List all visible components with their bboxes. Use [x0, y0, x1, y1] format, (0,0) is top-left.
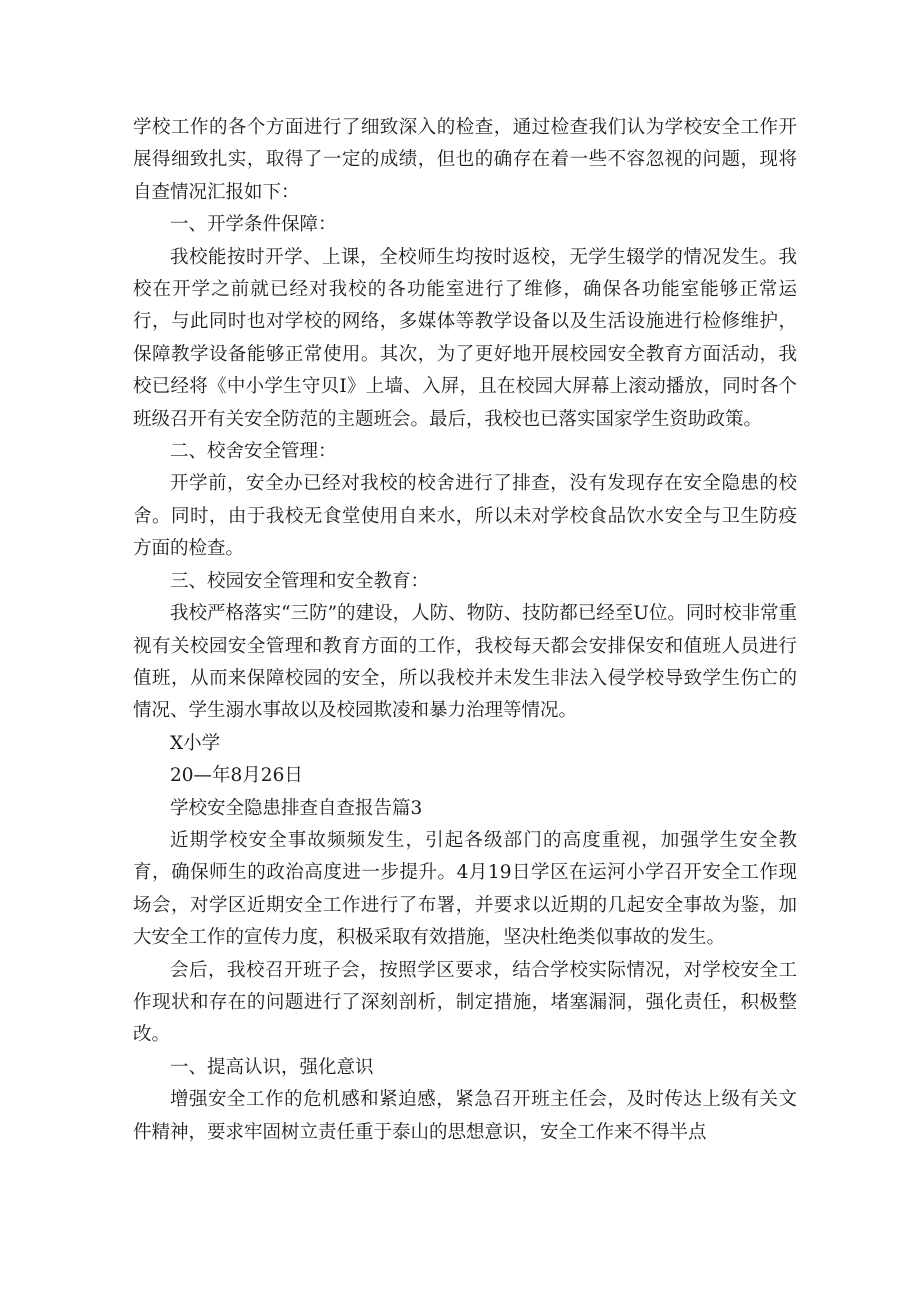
- signature-school: X小学: [170, 732, 221, 754]
- paragraph-meeting: 会后，我校召开班子会，按照学区要求，结合学校实际情况，对学校安全工作现状和存在的问题进行了深刻剖析，制定措施，堵塞漏洞，强化责任，积极整改。: [133, 959, 797, 1046]
- paragraph-continuation: 学校工作的各个方面进行了细致深入的检查，通过检查我们认为学校安全工作开展得细致扎实，取得了一定的成绩，但也的确存在着一些不容忽视的问题，现将自查情况汇报如下：: [133, 117, 797, 203]
- section-heading-awareness: 一、提高认识，强化意识: [170, 1056, 374, 1078]
- paragraph-recent-accidents: 近期学校安全事故频频发生，引起各级部门的高度重视，加强学生安全教育，确保师生的政治高度进一步提升。4月19日学区在运河小学召开安全工作现场会，对学区近期安全工作进行了布署，并要求以近期的几起安全事故为鉴，加大安全工作的宣传力度，积极采取有效措施，坚决杜绝类似事故的发生。: [133, 829, 797, 949]
- section-heading-campus-safety: 三、校园安全管理和安全教育：: [170, 570, 430, 592]
- paragraph-campus-safety: 我校严格落实“三防”的建设，人防、物防、技防都已经至U位。同时校非常重视有关校园安全管理和教育方面的工作，我校每天都会安排保安和值班人员进行值班，从而来保障校园的安全，所以我校并未发生非法入侵学校导致学生伤亡的情况、学生溺水事故以及校园欺凌和暴力治理等情况。: [133, 603, 797, 722]
- report-title: 学校安全隐患排查自查报告篇3: [170, 797, 423, 819]
- signature-date: 20—年8月26日: [170, 765, 303, 787]
- document-body: [133, 112, 797, 1149]
- paragraph-building-safety: 开学前，安全办已经对我校的校舍进行了排查，没有发现存在安全隐患的校舍。同时，由于我校无食堂使用自来水，所以未对学校食品饮水安全与卫生防疫方面的检查。: [133, 473, 797, 560]
- section-heading-building-safety: 二、校舍安全管理：: [170, 441, 337, 463]
- section-heading-opening-conditions: 一、开学条件保障：: [170, 214, 337, 236]
- paragraph-opening-conditions: 我校能按时开学、上课，全校师生均按时返校，无学生辍学的情况发生。我校在开学之前就已经对我校的各功能室进行了维修，确保各功能室能够正常运行，与此同时也对学校的网络，多媒体等教学设备以及生活设施进行检修维护，保障教学设备能够正常使用。其次，为了更好地开展校园安全教育方面活动，我校已经将《中小学生守贝I》上墙、入屏，且在校园大屏幕上滚动播放，同时各个班级召开有关安全防范的主题班会。最后，我校也已落实国家学生资助政策。: [133, 246, 797, 430]
- paragraph-awareness: 增强安全工作的危机感和紧迫感，紧急召开班主任会，及时传达上级有关文件精神，要求牢固树立责任重于泰山的思想意识，安全工作来不得半点: [133, 1089, 797, 1143]
